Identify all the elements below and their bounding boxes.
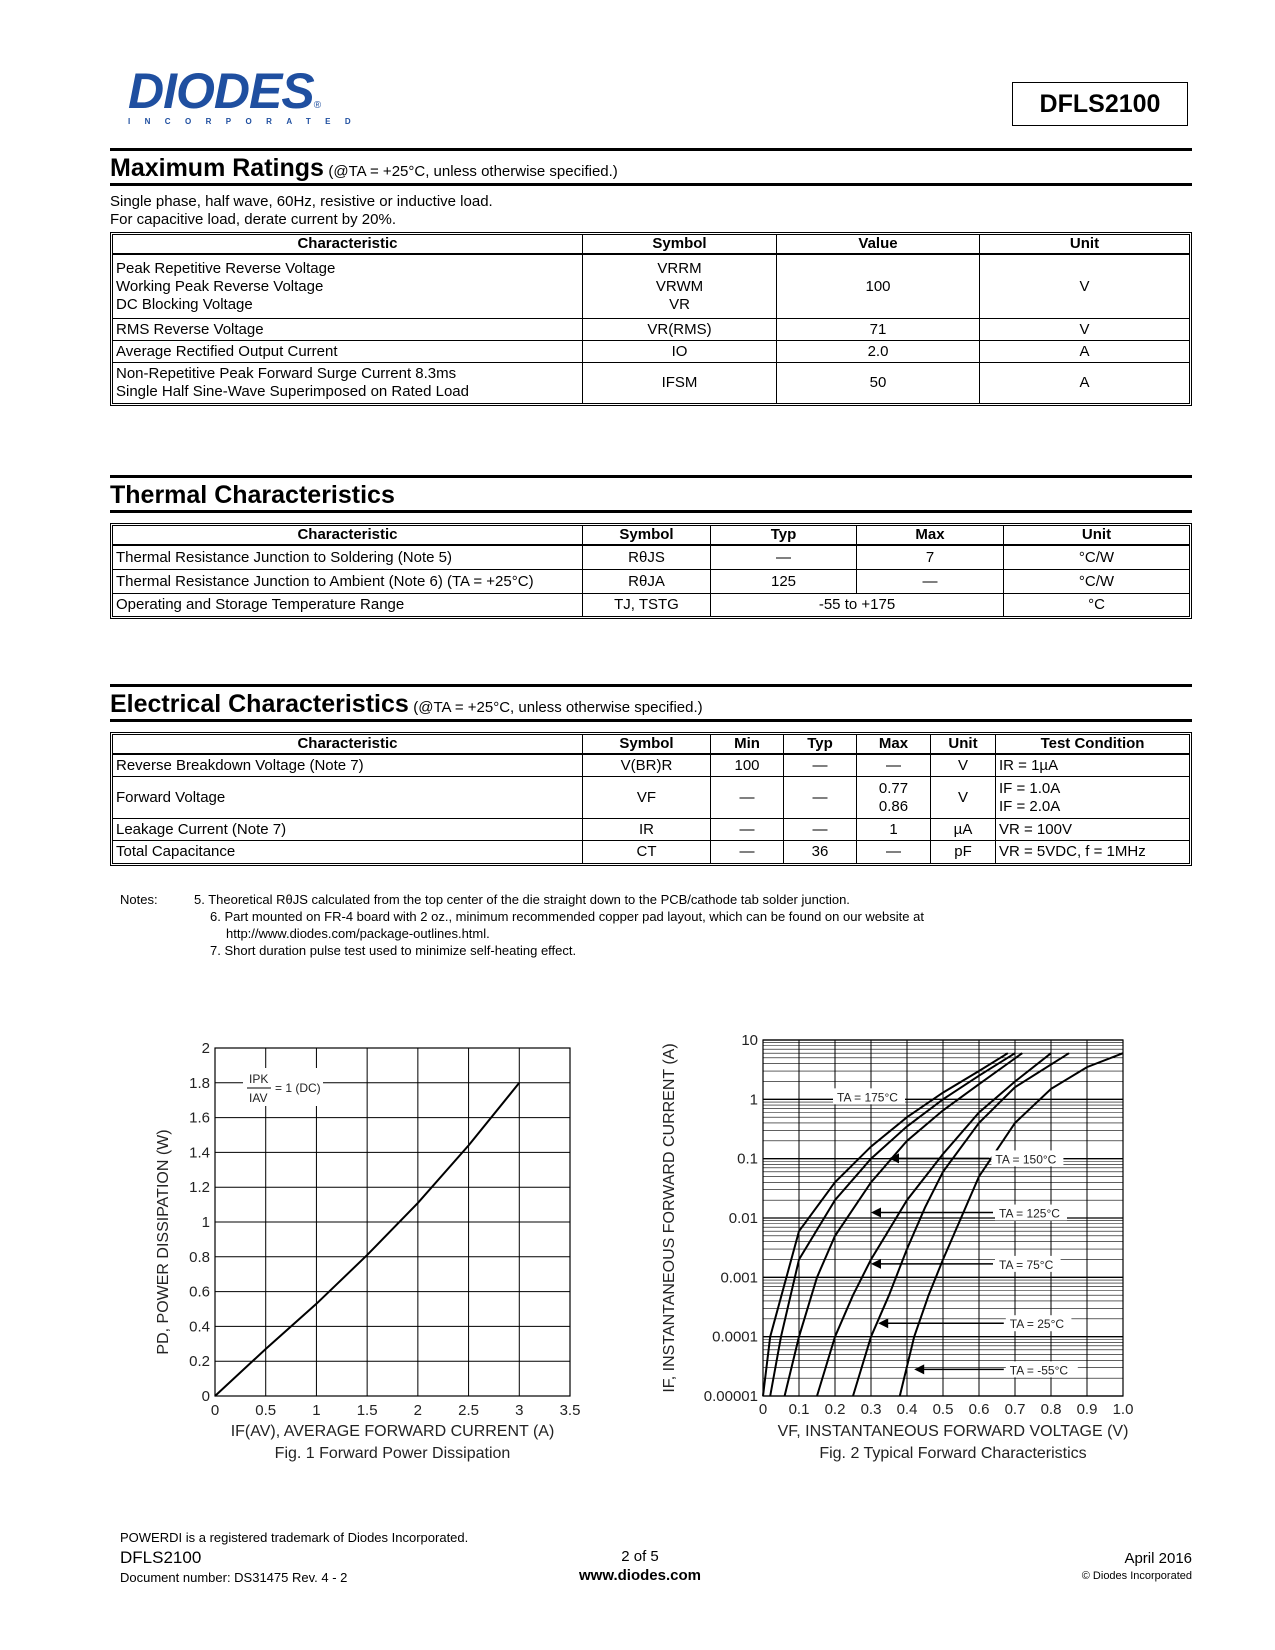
condition-text: IF = 2.0A: [999, 797, 1061, 815]
x-tick-label: 0.5: [932, 1401, 954, 1418]
y-tick-label: 2: [201, 1040, 210, 1057]
note-6: 6. Part mounted on FR-4 board with 2 oz., minimum recommended copper pad layout, which can be found on our website at: [210, 909, 924, 924]
x-tick-label: 0: [210, 1402, 220, 1419]
x-tick-label: 2: [413, 1402, 423, 1419]
x-tick-label: 0.9: [1076, 1401, 1098, 1418]
characteristic-cell: Thermal Resistance Junction to Soldering (Note 5): [113, 546, 583, 570]
max-value: 0.77: [878, 779, 909, 797]
footer-page: 2 of 5: [621, 1548, 659, 1565]
y-tick-label: 1.4: [189, 1144, 210, 1162]
arrow-head: [871, 1259, 881, 1269]
typ-cell: —: [711, 546, 857, 570]
series-label: TA = 25°C: [1009, 1317, 1065, 1332]
characteristic-cell: Operating and Storage Temperature Range: [113, 594, 583, 616]
symbol-cell: VF: [583, 777, 711, 819]
part-number-box: DFLS2100: [1012, 82, 1188, 126]
unit-cell: pF: [931, 841, 996, 863]
logo-subtitle: INCORPORATED: [128, 117, 366, 126]
header-symbol: Symbol: [583, 735, 711, 755]
test-condition-cell: VR = 5VDC, f = 1MHz: [999, 843, 1146, 860]
characteristic-text: Working Peak Reverse Voltage: [116, 277, 324, 295]
y-tick-label: 1: [201, 1214, 210, 1231]
series-label: TA = 75°C: [999, 1257, 1054, 1272]
header-max: Max: [857, 735, 931, 755]
electrical-condition: (@TA = +25°C, unless otherwise specified.): [413, 699, 703, 716]
y-axis-label: PD, POWER DISSIPATION (W): [155, 1129, 172, 1355]
y-tick-label: 0.0001: [712, 1328, 758, 1346]
y-tick-label: 1.8: [189, 1074, 210, 1092]
max-cell: 1: [857, 819, 931, 841]
max-ratings-condition: (@TA = +25°C, unless otherwise specified.): [328, 163, 618, 180]
x-tick-label: 0.3: [860, 1401, 882, 1418]
table-row: [113, 255, 1189, 319]
header-unit: Unit: [1004, 526, 1189, 546]
thermal-heading: [110, 475, 1192, 513]
annotation-den: IAV: [249, 1091, 268, 1105]
x-tick-label: 3.5: [559, 1402, 581, 1419]
series-label: TA = 150°C: [995, 1152, 1057, 1167]
ipk-iav-annotation: [243, 1068, 323, 1106]
unit-cell: V: [980, 255, 1189, 319]
x-axis-label: VF, INSTANTANEOUS FORWARD VOLTAGE (V): [777, 1423, 1129, 1440]
electrical-table: [110, 732, 1192, 866]
table-row: [113, 570, 1189, 594]
range-cell: -55 to +175: [711, 594, 1004, 616]
header-characteristic: Characteristic: [113, 235, 583, 255]
chart-title: Fig. 2 Typical Forward Characteristics: [819, 1445, 1087, 1462]
logo-wordmark: DIODES: [128, 63, 314, 119]
unit-cell: A: [980, 341, 1189, 363]
characteristic-cell: Total Capacitance: [113, 841, 583, 863]
table-header-row: [113, 235, 1189, 255]
symbol-text: VRWM: [655, 277, 704, 295]
max-ratings-notes: [110, 193, 493, 229]
footer-website-link[interactable]: www.diodes.com: [579, 1567, 701, 1584]
y-tick-label: 0.6: [189, 1283, 210, 1301]
header-typ: Typ: [784, 735, 857, 755]
footer-copyright: © Diodes Incorporated: [1081, 1570, 1192, 1582]
characteristic-cell: Average Rectified Output Current: [113, 341, 583, 363]
table-row: [113, 319, 1189, 341]
symbol-cell: CT: [583, 841, 711, 863]
value-cell: 50: [777, 363, 980, 403]
symbol-cell: IO: [583, 341, 777, 363]
table-row: [113, 594, 1189, 616]
table-row: [113, 755, 1189, 777]
characteristic-cell: Reverse Breakdown Voltage (Note 7): [113, 755, 583, 777]
table-header-row: [113, 526, 1189, 546]
header-max: Max: [857, 526, 1004, 546]
characteristic-cell: RMS Reverse Voltage: [113, 319, 583, 341]
unit-cell: °C: [1088, 596, 1105, 613]
max-ratings-title: Maximum Ratings: [110, 154, 324, 182]
max-cell: [857, 777, 931, 819]
arrow-head: [914, 1364, 924, 1374]
x-tick-label: 0.7: [1004, 1401, 1026, 1418]
unit-cell: µA: [931, 819, 996, 841]
y-tick-label: 1.2: [189, 1179, 210, 1197]
test-condition-cell: IR = 1µA: [996, 755, 1189, 777]
characteristic-text: Peak Repetitive Reverse Voltage: [116, 259, 336, 277]
max-cell: —: [857, 570, 1004, 594]
header-min: Min: [711, 735, 784, 755]
characteristic-cell: Leakage Current (Note 7): [113, 819, 583, 841]
symbol-cell: IR: [583, 819, 711, 841]
series-line: [763, 1053, 1008, 1396]
symbol-cell: RθJS: [583, 546, 711, 570]
x-tick-label: 0.2: [824, 1401, 846, 1418]
max-ratings-heading: [110, 148, 1192, 186]
diodes-logo: [128, 63, 366, 128]
y-tick-label: 0: [201, 1388, 210, 1405]
y-tick-label: 0.4: [189, 1318, 210, 1336]
characteristic-text: DC Blocking Voltage: [116, 295, 253, 313]
symbol-cell: VR(RMS): [583, 319, 777, 341]
characteristic-cell: Forward Voltage: [113, 777, 583, 819]
footer-date: April 2016: [1124, 1550, 1192, 1567]
value-cell: 71: [777, 319, 980, 341]
series-line: [817, 1053, 1051, 1396]
annotation-num: IPK: [249, 1072, 269, 1086]
y-tick-label: 0.001: [720, 1269, 758, 1287]
symbol-cell: IFSM: [583, 363, 777, 403]
typ-cell: —: [784, 755, 857, 777]
x-tick-label: 0.4: [896, 1401, 918, 1418]
arrow-head: [871, 1208, 881, 1218]
fig1-power-dissipation-chart: [140, 1030, 640, 1480]
y-tick-label: 0.2: [189, 1353, 210, 1371]
y-tick-label: 10: [741, 1032, 758, 1049]
typ-cell: 36: [784, 841, 857, 863]
chart-title: Fig. 1 Forward Power Dissipation: [274, 1445, 511, 1462]
series-label: TA = 125°C: [999, 1206, 1060, 1221]
footer-trademark: POWERDI is a registered trademark of Diodes Incorporated.: [120, 1530, 469, 1545]
typ-cell: 125: [711, 570, 857, 594]
table-row: [113, 819, 1189, 841]
table-row: [113, 546, 1189, 570]
table-row: [113, 341, 1189, 363]
load-note-2: For capacitive load, derate current by 20%.: [110, 211, 396, 228]
series-label: TA = -55°C: [1009, 1363, 1069, 1378]
unit-cell: V: [931, 755, 996, 777]
max-cell: —: [857, 841, 931, 863]
symbol-cell: TJ, TSTG: [583, 594, 711, 616]
min-cell: —: [711, 841, 784, 863]
x-tick-label: 1.0: [1112, 1401, 1134, 1418]
y-tick-label: 0.01: [728, 1210, 758, 1227]
footer-part: DFLS2100: [120, 1548, 202, 1567]
y-tick-label: 0.8: [189, 1248, 210, 1266]
electrical-title: Electrical Characteristics: [110, 690, 409, 718]
series-line: [900, 1053, 1123, 1396]
characteristic-cell: Thermal Resistance Junction to Ambient (Note 6) (TA = +25°C): [113, 570, 583, 594]
x-tick-label: 0.1: [788, 1401, 810, 1418]
min-cell: —: [711, 819, 784, 841]
min-cell: 100: [711, 755, 784, 777]
characteristic-text: Non-Repetitive Peak Forward Surge Current 8.3ms: [116, 365, 457, 382]
load-note-1: Single phase, half wave, 60Hz, resistive or inductive load.: [110, 193, 493, 210]
value-cell: 100: [777, 255, 980, 319]
logo-registered-mark: ®: [313, 100, 322, 111]
characteristic-cell: [113, 363, 583, 403]
header-unit: Unit: [931, 735, 996, 755]
y-tick-label: 1: [749, 1091, 758, 1109]
note-7: 7. Short duration pulse test used to minimize self-heating effect.: [210, 943, 577, 958]
x-tick-label: 2.5: [458, 1402, 480, 1419]
table-row: [113, 841, 1189, 863]
y-tick-label: 0.1: [737, 1150, 758, 1168]
thermal-table: [110, 523, 1192, 619]
symbol-cell: RθJA: [583, 570, 711, 594]
arrow-head: [878, 1318, 888, 1328]
header-value: Value: [777, 235, 980, 255]
test-condition-cell: VR = 100V: [996, 819, 1189, 841]
characteristic-cell: [113, 255, 583, 319]
table-row: [113, 363, 1189, 403]
symbol-text: VR: [669, 295, 690, 313]
x-tick-label: 0: [758, 1401, 768, 1418]
y-tick-label: 0.00001: [703, 1388, 758, 1405]
max-cell: —: [857, 755, 931, 777]
max-value: 0.86: [878, 797, 909, 815]
thermal-title: Thermal Characteristics: [110, 481, 395, 509]
x-axis-label: IF(AV), AVERAGE FORWARD CURRENT (A): [230, 1423, 555, 1440]
min-cell: —: [711, 777, 784, 819]
annotation-value: = 1 (DC): [275, 1081, 321, 1095]
header-characteristic: Characteristic: [113, 526, 583, 546]
x-tick-label: 3: [515, 1402, 524, 1419]
symbol-text: VRRM: [657, 259, 702, 277]
unit-cell: V: [980, 319, 1189, 341]
y-axis-label: IF, INSTANTANEOUS FORWARD CURRENT (A): [661, 1043, 678, 1393]
table-header-row: [113, 735, 1189, 755]
header-symbol: Symbol: [583, 235, 777, 255]
header-unit: Unit: [980, 235, 1189, 255]
header-typ: Typ: [711, 526, 857, 546]
table-row: [113, 777, 1189, 819]
fig2-forward-characteristics-chart: [660, 1030, 1200, 1480]
y-tick-label: 1.6: [189, 1109, 210, 1127]
header-symbol: Symbol: [583, 526, 711, 546]
unit-cell: °C/W: [1004, 570, 1189, 594]
typ-cell: —: [784, 819, 857, 841]
series-label: TA = 175°C: [837, 1090, 898, 1105]
x-tick-label: 1: [312, 1402, 321, 1419]
unit-cell: °C/W: [1004, 546, 1189, 570]
electrical-heading: [110, 684, 1192, 722]
x-tick-label: 0.6: [968, 1401, 990, 1418]
footer-doc-number: Document number: DS31475 Rev. 4 - 2: [120, 1570, 348, 1585]
characteristic-text: Single Half Sine-Wave Superimposed on Rated Load: [116, 383, 469, 400]
max-ratings-table: [110, 232, 1192, 406]
header-characteristic: Characteristic: [113, 735, 583, 755]
note-5: 5. Theoretical RθJS calculated from the top center of the die straight down to the PCB/cathode tab solder junction.: [194, 892, 850, 907]
note-6-link[interactable]: http://www.diodes.com/package-outlines.html.: [226, 926, 490, 941]
symbol-cell: V(BR)R: [583, 755, 711, 777]
header-test-condition: Test Condition: [996, 735, 1189, 755]
x-tick-label: 0.5: [255, 1402, 277, 1419]
x-tick-label: 1.5: [356, 1402, 378, 1419]
test-condition-cell: [996, 777, 1189, 819]
series-line: [853, 1053, 1069, 1396]
typ-cell: —: [784, 777, 857, 819]
max-cell: 7: [857, 546, 1004, 570]
unit-cell: V: [931, 777, 996, 819]
x-tick-label: 0.8: [1040, 1401, 1062, 1418]
notes-label: Notes:: [120, 892, 158, 907]
condition-text: IF = 1.0A: [999, 779, 1061, 797]
symbol-cell: [583, 255, 777, 319]
unit-cell: A: [1079, 374, 1090, 391]
value-cell: 2.0: [777, 341, 980, 363]
